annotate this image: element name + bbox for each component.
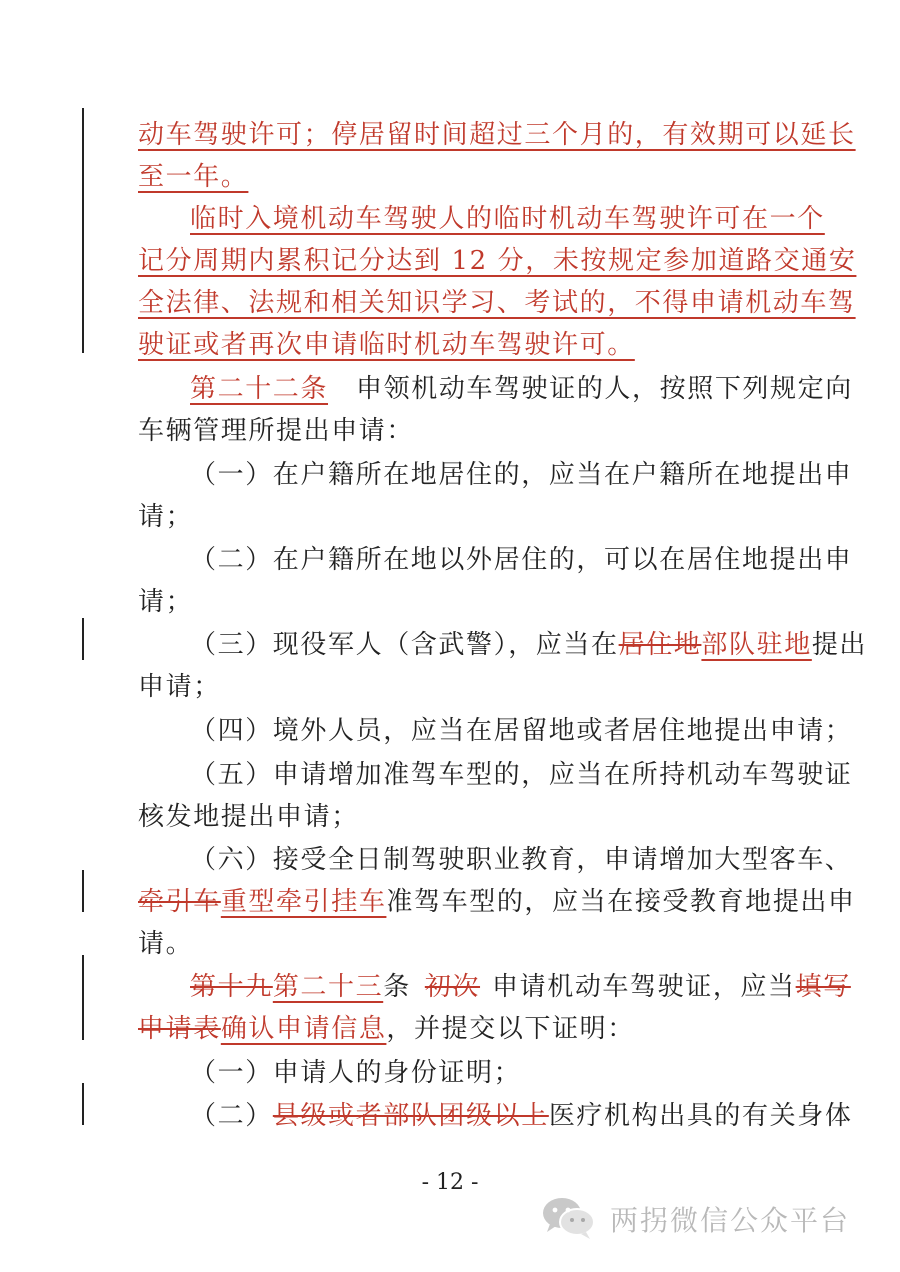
list-item-text: （四）境外人员，应当在居留地或者居住地提出申请；: [190, 716, 853, 746]
list-item-continuation: [138, 667, 778, 707]
inserted-text: 记分周期内累积记分达到 12 分，未按规定参加道路交通安: [138, 246, 857, 276]
list-item-continuation: [138, 582, 778, 622]
list-item: [190, 540, 853, 580]
list-item-text: 提出: [811, 630, 868, 660]
inserted-text: 至一年。: [138, 162, 249, 192]
change-bar: [82, 108, 84, 353]
list-item-text: 请；: [138, 502, 194, 532]
list-item-continuation: [138, 797, 778, 837]
list-item-text: 申请；: [138, 672, 221, 702]
article-heading-line: [190, 967, 851, 1007]
paragraph-line: [138, 241, 857, 281]
paragraph-text: ，并提交以下证明：: [386, 1014, 635, 1044]
paragraph-line: [138, 157, 778, 197]
paragraph-line: [138, 283, 856, 323]
list-item: [190, 1096, 853, 1136]
change-bar: [82, 870, 84, 912]
paragraph-text: 车辆管理所提出申请：: [138, 416, 415, 446]
article-text: 申领机动车驾驶证的人，按照下列规定向: [356, 374, 853, 404]
list-item-continuation: [138, 497, 778, 537]
inserted-text: 重型牵引挂车: [220, 887, 387, 917]
list-item: [190, 755, 853, 795]
list-item: [190, 1053, 778, 1093]
article-number: 第二十二条: [190, 374, 329, 404]
watermark: [540, 1195, 880, 1243]
page-number: - 12 -: [421, 1170, 479, 1195]
watermark-text: 两拐微信公众平台: [610, 1204, 851, 1237]
list-item-text: 准驾车型的，应当在接受教育地提出申: [386, 887, 856, 917]
deleted-text: 申请表: [138, 1014, 221, 1044]
inserted-text: 动车驾驶许可；停居留时间超过三个月的，有效期可以延长: [138, 120, 856, 150]
deleted-text: 初次: [424, 972, 481, 1002]
paragraph-line: [138, 115, 856, 155]
list-item: [190, 455, 853, 495]
list-item: [190, 840, 853, 880]
list-item-continuation: [138, 924, 778, 964]
list-item-text: （二）: [190, 1101, 273, 1131]
change-bar: [82, 955, 84, 1040]
wechat-icon: [540, 1194, 598, 1244]
deleted-text: 填写: [795, 972, 851, 1002]
list-item-text: （五）申请增加准驾车型的，应当在所持机动车驾驶证: [190, 760, 853, 790]
paragraph-line: [138, 325, 778, 365]
deleted-text: 居住地: [618, 630, 702, 660]
inserted-text: 全法律、法规和相关知识学习、考试的，不得申请机动车驾: [138, 288, 856, 318]
change-bar: [82, 1083, 84, 1125]
list-item-continuation: [138, 882, 856, 922]
deleted-text: 第十九: [190, 972, 273, 1002]
article-text: 申请机动车驾驶证，应当: [492, 972, 796, 1002]
inserted-text: 临时入境机动车驾驶人的临时机动车驾驶许可在一个: [190, 204, 825, 234]
list-item-text: 核发地提出申请；: [138, 802, 359, 832]
list-item-text: （六）接受全日制驾驶职业教育，申请增加大型客车、: [190, 845, 853, 875]
paragraph-line: [190, 199, 825, 239]
deleted-text: 牵引车: [138, 887, 221, 917]
list-item-text: 请；: [138, 587, 194, 617]
list-item-text: 请。: [138, 929, 194, 959]
list-item: [190, 711, 853, 751]
inserted-text: 确认申请信息: [220, 1014, 387, 1044]
list-item-text: （二）在户籍所在地以外居住的，可以在居住地提出申: [190, 545, 853, 575]
list-item-text: （三）现役军人（含武警），应当在: [190, 630, 619, 660]
list-item-text: 医疗机构出具的有关身体: [548, 1101, 853, 1131]
article-text: 条: [383, 972, 411, 1002]
inserted-text: 驶证或者再次申请临时机动车驾驶许可。: [138, 330, 635, 360]
paragraph-line: [138, 411, 778, 451]
paragraph-line: [138, 1009, 778, 1049]
deleted-text: 县级或者部队团级以上: [272, 1101, 549, 1131]
article-heading-line: [190, 369, 853, 409]
list-item: [190, 625, 868, 665]
inserted-text: 第二十三: [272, 972, 384, 1002]
change-bar: [82, 618, 84, 660]
inserted-text: 部队驻地: [701, 630, 812, 660]
list-item-text: （一）申请人的身份证明；: [190, 1058, 522, 1088]
list-item-text: （一）在户籍所在地居住的，应当在户籍所在地提出申: [190, 460, 853, 490]
